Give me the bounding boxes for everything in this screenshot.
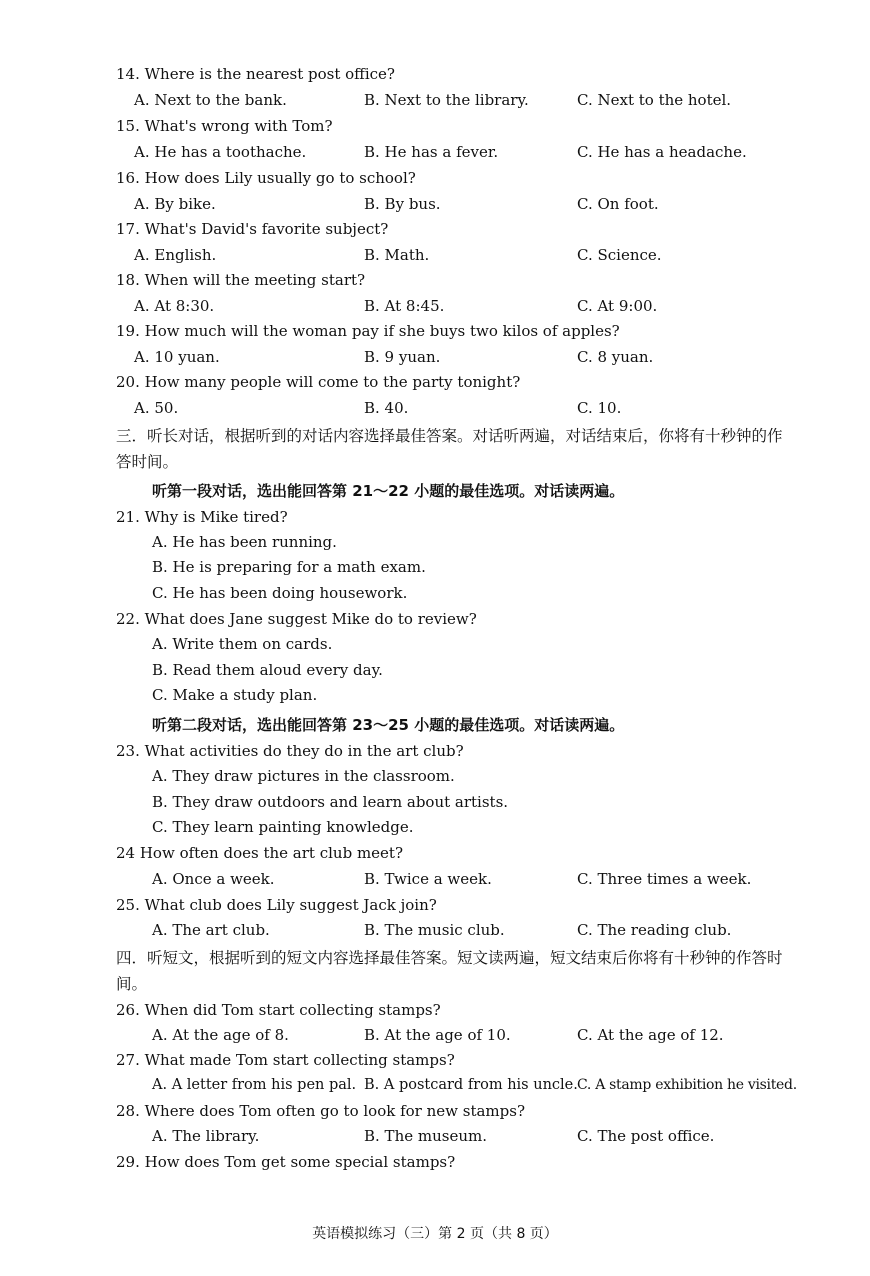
option-c: C. 8 yuan. <box>577 348 654 366</box>
question-20: 20. How many people will come to the party tonight? <box>116 373 521 391</box>
option-a: A. He has a toothache. <box>134 143 307 161</box>
question-22: 22. What does Jane suggest Mike do to review? <box>116 610 477 628</box>
option-b: B. At 8:45. <box>364 297 445 315</box>
option-b: B. Math. <box>364 246 430 264</box>
option-c: C. They learn painting knowledge. <box>152 818 414 836</box>
question-29: 29. How does Tom get some special stamps? <box>116 1153 456 1171</box>
question-19: 19. How much will the woman pay if she buys two kilos of apples? <box>116 322 620 340</box>
option-a: A. At the age of 8. <box>152 1026 289 1044</box>
option-b: B. 9 yuan. <box>364 348 441 366</box>
section-3-heading: 三．听长对话，根据听到的对话内容选择最佳答案。对话听两遍，对话结束后，你将有十秒钟的作答时间。 <box>116 427 783 471</box>
option-c: C. Make a study plan. <box>152 686 318 704</box>
question-17: 17. What's David's favorite subject? <box>116 220 389 238</box>
option-c: C. Next to the hotel. <box>577 91 732 109</box>
option-c: C. The post office. <box>577 1127 715 1145</box>
question-21: 21. Why is Mike tired? <box>116 508 288 526</box>
option-b: B. By bus. <box>364 195 441 213</box>
option-a: A. 50. <box>134 399 179 417</box>
section-3-part-1-instruction: 听第一段对话，选出能回答第 21～22 小题的最佳选项。对话读两遍。 <box>152 482 625 500</box>
section-4-heading: 四．听短文，根据听到的短文内容选择最佳答案。短文读两遍，短文结束后你将有十秒钟的作答时间。 <box>116 949 783 993</box>
option-b: B. At the age of 10. <box>364 1026 511 1044</box>
option-c: C. A stamp exhibition he visited. <box>577 1077 797 1093</box>
section-3-part-2-instruction: 听第二段对话，选出能回答第 23～25 小题的最佳选项。对话读两遍。 <box>152 716 625 734</box>
option-a: A. The library. <box>152 1127 260 1145</box>
option-a: A. Write them on cards. <box>152 635 333 653</box>
option-b: B. The music club. <box>364 921 505 939</box>
question-14: 14. Where is the nearest post office? <box>116 65 395 83</box>
option-b: B. He is preparing for a math exam. <box>152 558 426 576</box>
option-b: B. They draw outdoors and learn about artists. <box>152 793 509 811</box>
option-b: B. He has a fever. <box>364 143 499 161</box>
option-a: A. 10 yuan. <box>134 348 220 366</box>
question-23: 23. What activities do they do in the art club? <box>116 742 464 760</box>
option-b: B. 40. <box>364 399 409 417</box>
option-a: A. Next to the bank. <box>134 91 287 109</box>
option-b: B. Twice a week. <box>364 870 492 888</box>
question-16: 16. How does Lily usually go to school? <box>116 169 416 187</box>
option-c: C. At the age of 12. <box>577 1026 724 1044</box>
option-a: A. He has been running. <box>152 533 337 551</box>
option-a: A. English. <box>134 246 217 264</box>
option-c: C. Science. <box>577 246 662 264</box>
option-c: C. On foot. <box>577 195 659 213</box>
option-c: C. Three times a week. <box>577 870 752 888</box>
page-footer: 英语模拟练习（三）第 2 页（共 8 页） <box>312 1226 558 1242</box>
option-a: A. Once a week. <box>152 870 275 888</box>
option-a: A. A letter from his pen pal. <box>152 1077 357 1093</box>
option-c: C. At 9:00. <box>577 297 658 315</box>
option-a: A. By bike. <box>134 195 216 213</box>
option-c: C. He has a headache. <box>577 143 747 161</box>
question-26: 26. When did Tom start collecting stamps? <box>116 1001 441 1019</box>
question-24: 24 How often does the art club meet? <box>116 844 403 862</box>
question-27: 27. What made Tom start collecting stamps? <box>116 1051 455 1069</box>
option-a: A. At 8:30. <box>134 297 215 315</box>
option-c: C. He has been doing housework. <box>152 584 408 602</box>
question-28: 28. Where does Tom often go to look for new stamps? <box>116 1102 525 1120</box>
option-a: A. The art club. <box>152 921 270 939</box>
question-15: 15. What's wrong with Tom? <box>116 117 333 135</box>
option-b: B. Read them aloud every day. <box>152 661 383 679</box>
option-b: B. Next to the library. <box>364 91 529 109</box>
option-c: C. 10. <box>577 399 622 417</box>
question-18: 18. When will the meeting start? <box>116 271 366 289</box>
option-a: A. They draw pictures in the classroom. <box>152 767 455 785</box>
option-c: C. The reading club. <box>577 921 732 939</box>
question-25: 25. What club does Lily suggest Jack join? <box>116 896 437 914</box>
option-b: B. A postcard from his uncle. <box>364 1077 578 1093</box>
option-b: B. The museum. <box>364 1127 487 1145</box>
